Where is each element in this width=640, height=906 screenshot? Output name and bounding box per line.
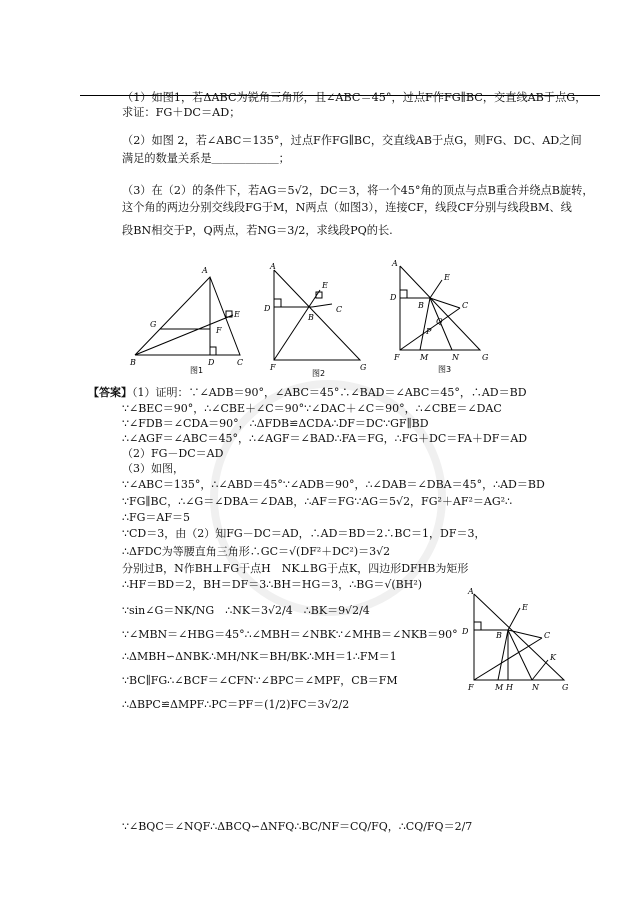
- answer-block: [88, 386, 527, 400]
- fig2-label-F: F: [270, 363, 276, 372]
- fig3-caption: 图3: [438, 365, 452, 374]
- answer-line-6: （3）如图，: [122, 462, 184, 475]
- fig1-label-G: G: [150, 320, 157, 329]
- fig2-label-E: E: [322, 281, 328, 290]
- answer-line-17: ∵BC∥FG∴∠BCF＝∠CFN∵∠BPC＝∠MPF，CB＝FM: [122, 674, 398, 687]
- fig3-label-B: B: [418, 301, 424, 310]
- fig1-label-F: F: [216, 326, 222, 335]
- answer-line-11: ∴ΔFDC为等腰直角三角形∴GC＝√(DF²＋DC²)＝3√2: [122, 545, 391, 558]
- answer-line-4: ∴∠AGF＝∠ABC＝45°，∴∠AGF＝∠BAD∴FA＝FG，∴FG＋DC＝FA＋DF＝AD: [122, 432, 528, 445]
- fig2-label-D: D: [264, 304, 271, 313]
- problem-part1-line1: （1）如图1，若ΔABC为锐角三角形，且∠ABC＝45°，过点F作FG∥BC，交直线AB于点G，: [122, 91, 587, 104]
- fig2-label-G: G: [360, 363, 367, 372]
- problem-part1-line2: 求证：FG＋DC＝AD；: [122, 106, 241, 119]
- answer-last-line: ∵∠BQC＝∠NQF∴ΔBCQ∽ΔNFQ∴BC/NF＝CQ/FQ，∴CQ/FQ＝2/7: [122, 820, 473, 833]
- fig4-label-K: K: [550, 653, 556, 662]
- fig4-label-F: F: [468, 683, 474, 692]
- fig3-label-D: D: [390, 293, 397, 302]
- fig4-label-M: M: [495, 683, 504, 692]
- figure-2: [262, 262, 372, 377]
- figure-4: [462, 588, 582, 700]
- fig2-label-C: C: [336, 305, 343, 314]
- answer-line-18: ∴ΔBPC≌ΔMPF∴PC＝PF＝(1/2)FC＝3√2/2: [122, 698, 350, 711]
- fig3-label-M: M: [420, 353, 429, 362]
- fig1-label-B: B: [130, 358, 136, 367]
- fig4-label-A: A: [468, 587, 474, 596]
- fig1-label-D: D: [208, 358, 215, 367]
- fig3-label-E: E: [444, 273, 450, 282]
- answer-line-7: ∵∠ABC＝135°，∴∠ABD＝45°∵∠ADB＝90°，∴∠DAB＝∠DBA＝45°，∴AD＝BD: [122, 478, 545, 491]
- figure-1: [130, 265, 250, 375]
- fig1-caption: 图1: [190, 366, 204, 375]
- problem-part2-line1: （2）如图 2，若∠ABC＝135°，过点F作FG∥BC，交直线AB于点G，则FG、DC、AD之间: [122, 134, 582, 147]
- fig1-label-A: A: [202, 266, 208, 275]
- fig4-label-C: C: [544, 631, 551, 640]
- fig1-label-C: C: [237, 358, 244, 367]
- fig3-label-P: P: [426, 327, 432, 336]
- answer-line-16: ∴ΔMBH∽ΔNBK∴MH/NK＝BH/BK∴MH＝1∴FM＝1: [122, 650, 397, 663]
- answer-line-1: （1）证明：∵∠ADB＝90°，∠ABC＝45°∴∠BAD＝∠ABC＝45°，∴AD＝BD: [132, 386, 527, 399]
- figure-3: [390, 258, 500, 378]
- answer-line-2: ∵∠BEC＝90°，∴∠CBE＋∠C＝90°∵∠DAC＋∠C＝90°，∴∠CBE＝∠DAC: [122, 402, 502, 415]
- fig2-label-B: B: [308, 313, 314, 322]
- fig2-label-A: A: [270, 262, 276, 271]
- fig4-label-N: N: [532, 683, 539, 692]
- answer-line-8: ∵FG∥BC，∴∠G＝∠DBA＝∠DAB，∴AF＝FG∵AG＝5√2，FG²＋AF²＝AG²∴: [122, 495, 513, 508]
- problem-part3-line2: 这个角的两边分别交线段FG于M，N两点（如图3），连接CF，线段CF分别与线段BM、线: [122, 201, 572, 214]
- answer-line-13: ∴HF＝BD＝2，BH＝DF＝3∴BH＝HG＝3，∴BG＝√(BH²): [122, 578, 423, 591]
- answer-line-12: 分别过B，N作BH⊥FG于点H NK⊥BG于点K，四边形DFHB为矩形: [122, 562, 469, 575]
- fig4-label-E: E: [522, 603, 528, 612]
- fig1-label-E: E: [234, 310, 240, 319]
- answer-tag: 【答案】: [88, 386, 132, 399]
- answer-line-3: ∵∠FDB＝∠CDA＝90°，∴ΔFDB≌ΔCDA∴DF＝DC∵GF∥BD: [122, 417, 429, 430]
- fig3-label-A: A: [392, 259, 398, 268]
- answer-line-9: ∴FG＝AF＝5: [122, 511, 190, 524]
- fig4-label-H: H: [506, 683, 513, 692]
- fig3-label-Q: Q: [436, 317, 443, 326]
- fig2-caption: 图2: [312, 369, 326, 378]
- problem-part3-line3: 段BN相交于P，Q两点，若NG＝3/2，求线段PQ的长.: [122, 224, 393, 237]
- fig4-label-D: D: [462, 627, 469, 636]
- problem-part2-line2: 满足的数量关系是＿＿＿＿＿＿；: [122, 152, 290, 165]
- fig3-label-N: N: [452, 353, 459, 362]
- fig4-label-B: B: [496, 631, 502, 640]
- answer-line-5: （2）FG－DC＝AD: [122, 447, 224, 460]
- answer-line-10: ∵CD＝3，由（2）知FG－DC＝AD，∴AD＝BD＝2∴BC＝1，DF＝3，: [122, 527, 486, 540]
- answer-line-15: ∵∠MBN＝∠HBG＝45°∴∠MBH＝∠NBK∵∠MHB＝∠NKB＝90°: [122, 628, 458, 641]
- fig3-label-C: C: [462, 301, 469, 310]
- problem-part3-line1: （3）在（2）的条件下，若AG＝5√2，DC＝3，将一个45°角的顶点与点B重合并绕点B旋转，: [122, 184, 594, 197]
- answer-line-14: ∵sin∠G＝NK/NG ∴NK＝3√2/4 ∴BK＝9√2/4: [122, 604, 370, 617]
- fig4-label-G: G: [562, 683, 569, 692]
- fig3-label-G: G: [482, 353, 489, 362]
- fig3-label-F: F: [394, 353, 400, 362]
